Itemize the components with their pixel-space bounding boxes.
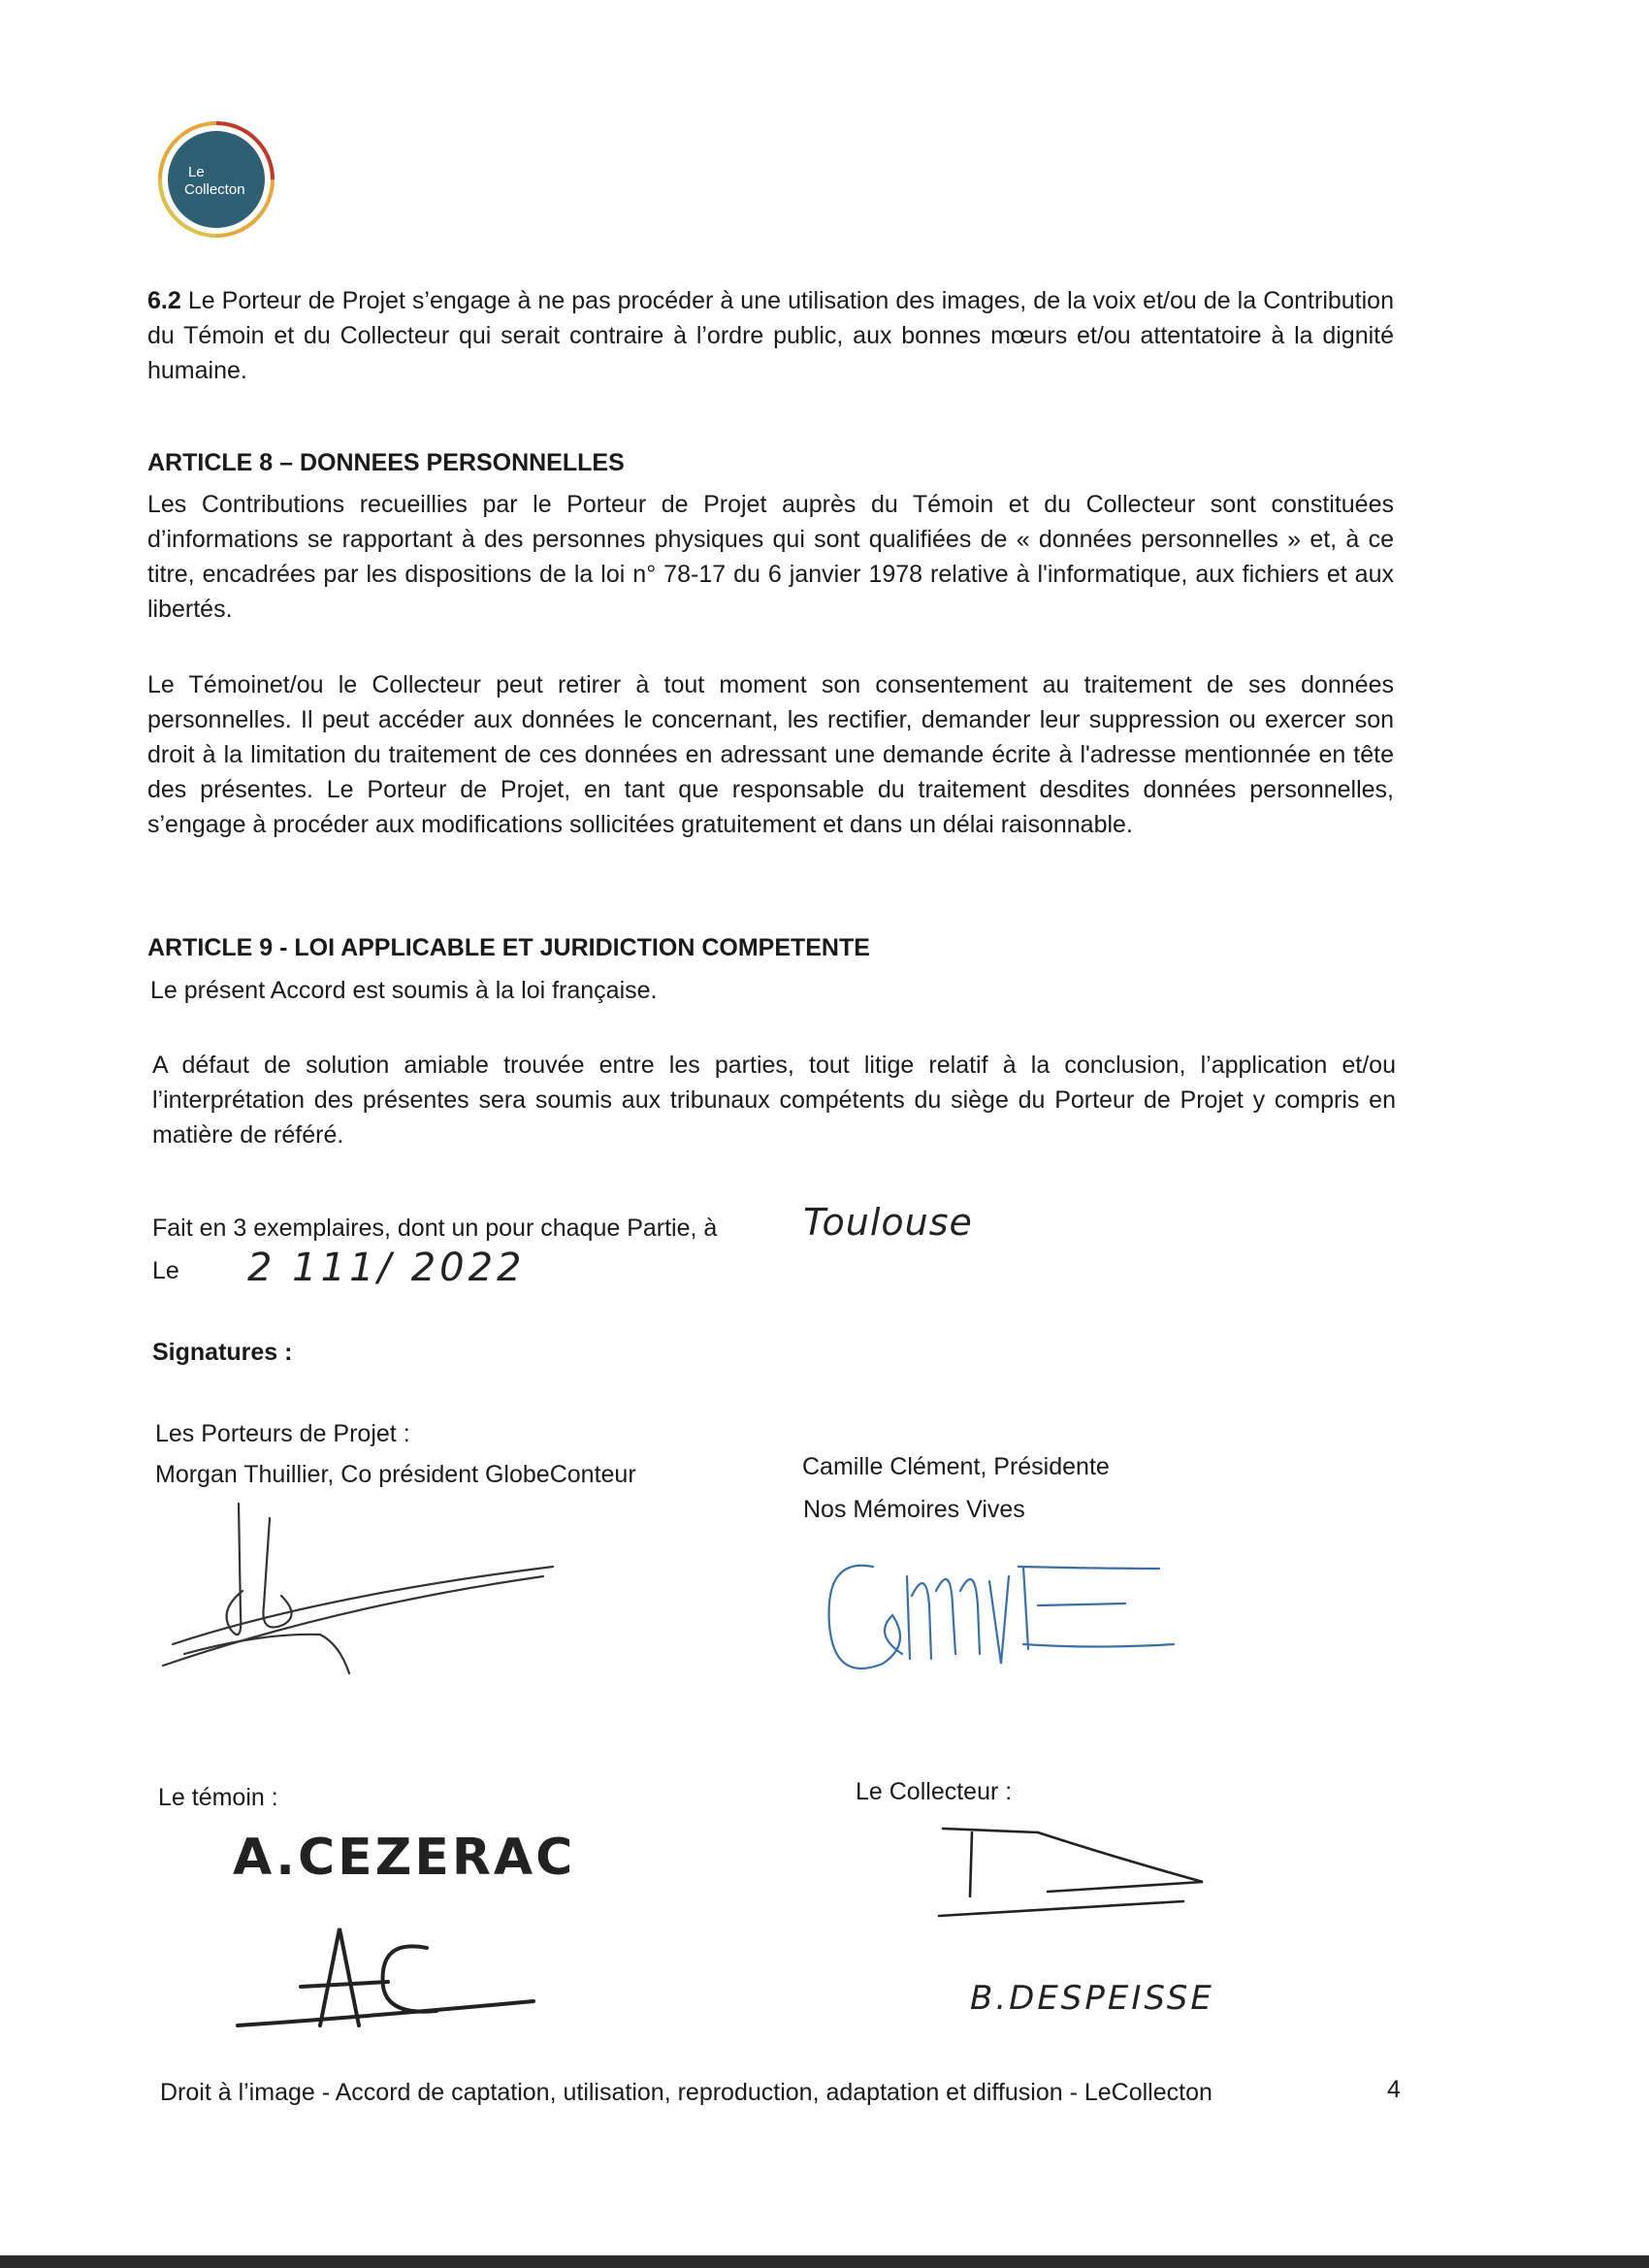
porteurs-label: Les Porteurs de Projet : (155, 1420, 410, 1447)
signatures-label: Signatures : (152, 1339, 293, 1366)
collecteur-label: Le Collecteur : (856, 1778, 1013, 1805)
article-8-para-1: Les Contributions recueillies par le Porteur de Projet auprès du Témoin et du Collecteur sont constituées d’informations se rapportant à des personnes physiques qui sont qualifiées de « données personnelles » et, à ce titre, encadrées par les dispositions de la loi n° 78-17 du 6 janvier 1978 relative à l'informatique, aux fichiers et aux libertés. (147, 491, 1394, 623)
logo-text-collecton: Collecton (184, 181, 245, 198)
signature-camille-clement (815, 1547, 1183, 1702)
page-number: 4 (1387, 2076, 1401, 2103)
article-9-para-1: Le présent Accord est soumis à la loi française. (150, 977, 658, 1004)
le-label: Le (152, 1257, 179, 1284)
section-6-2-text: Le Porteur de Projet s’engage à ne pas procéder à une utilisation des images, de la voix et/ou de la Contribution du Témoin et du Collecteur qui serait contraire à l’ordre public, aux bonnes mœurs et/ou attentatoire à la dignité humaine. (147, 287, 1394, 384)
porteur-2-org: Nos Mémoires Vives (803, 1496, 1025, 1523)
porteur-2-name: Camille Clément, Présidente (802, 1453, 1110, 1480)
article-8-para-2: Le Témoinet/ou le Collecteur peut retirer à tout moment son consentement au traitement de ses données personnelles. Il peut accéder aux données le concernant, les rectifier, demander leur suppression ou exercer son droit à la limitation du traitement de ces données en adressant une demande écrite à l'adresse mentionnée en tête des présentes. Le Porteur de Projet, en tant que responsable du traitement desdites données personnelles, s’engage à procéder aux modifications sollicitées gratuitement et dans un délai raisonnable. (147, 671, 1394, 838)
logo-text-le: Le (188, 164, 205, 180)
scan-edge (0, 2255, 1649, 2268)
fait-en-text: Fait en 3 exemplaires, dont un pour chaque Partie, à (152, 1215, 718, 1242)
footer-text: Droit à l’image - Accord de captation, utilisation, reproduction, adaptation et diffusion - LeCollecton (160, 2079, 1212, 2106)
article-9-heading: ARTICLE 9 - LOI APPLICABLE ET JURIDICTION COMPETENTE (147, 934, 870, 961)
le-collecton-logo (157, 120, 275, 239)
section-number: 6.2 (147, 287, 181, 314)
signature-temoin (233, 1919, 543, 2045)
temoin-label: Le témoin : (158, 1784, 278, 1811)
porteur-1-name: Morgan Thuillier, Co président GlobeConteur (155, 1461, 636, 1488)
signature-morgan-thuillier (146, 1499, 572, 1683)
collecteur-handwritten-name: B.DESPEISSE (970, 1979, 1214, 2018)
temoin-handwritten-name: A.CEZERAC (233, 1829, 576, 1887)
handwritten-date: 2 111/ 2022 (247, 1246, 526, 1290)
article-8-heading: ARTICLE 8 – DONNEES PERSONNELLES (147, 449, 625, 476)
signature-collecteur (931, 1819, 1212, 1926)
handwritten-place: Toulouse (803, 1201, 973, 1244)
article-9-para-2: A défaut de solution amiable trouvée entre les parties, tout litige relatif à la conclusion, l’application et/ou l’interprétation des présentes sera soumis aux tribunaux compétents du siège du Porteur de Projet y compris en matière de référé. (152, 1052, 1396, 1149)
section-6-2 (147, 283, 1394, 388)
